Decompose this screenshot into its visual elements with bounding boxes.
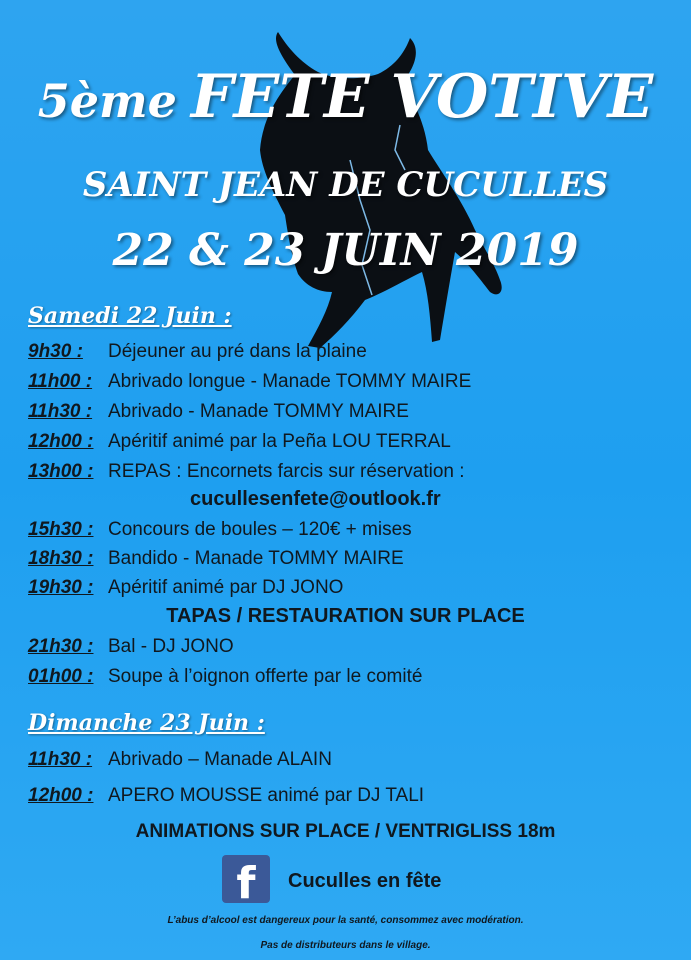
alcohol-warning: L’abus d’alcool est dangereux pour la santé, consommez avec modération. [167, 915, 524, 926]
schedule-row [28, 459, 465, 485]
schedule-text: Abrivado - Manade TOMMY MAIRE [108, 401, 409, 422]
schedule-text: Abrivado – Manade ALAIN [108, 749, 332, 770]
schedule-time: 11h30 : [28, 749, 93, 770]
schedule-time: 19h30 : [28, 577, 94, 598]
sunday-heading: Dimanche 23 Juin : [28, 710, 265, 736]
schedule-time: 9h30 : [28, 341, 83, 362]
tapas-banner: TAPAS / RESTAURATION SUR PLACE [166, 605, 525, 627]
animations-banner: ANIMATIONS SUR PLACE / VENTRIGLISS 18m [135, 821, 556, 842]
schedule-time: 11h00 : [28, 371, 93, 392]
schedule-text: Apéritif animé par DJ JONO [108, 577, 344, 598]
reservation-email[interactable]: cuculles​enfete@outlook.fr [190, 488, 441, 510]
schedule-row [28, 747, 332, 773]
title-main: FETE VOTIVE [190, 62, 654, 132]
schedule-row [28, 664, 422, 690]
schedule-row [28, 575, 343, 601]
schedule-text: APERO MOUSSE animé par DJ TALI [108, 785, 425, 806]
schedule-row [28, 429, 451, 455]
schedule-text: Bandido - Manade TOMMY MAIRE [108, 548, 404, 569]
schedule-text: Concours de boules – 120€ + mises [108, 519, 412, 540]
saturday-heading: Samedi 22 Juin : [28, 303, 232, 329]
schedule-text: Abrivado longue - Manade TOMMY MAIRE [108, 371, 472, 392]
schedule-time: 18h30 : [28, 548, 94, 569]
schedule-time: 12h00 : [28, 785, 94, 806]
schedule-row [28, 634, 234, 660]
schedule-time: 21h30 : [28, 636, 94, 657]
schedule-text: Bal - DJ JONO [108, 636, 234, 657]
schedule-text: Apéritif animé par la Peña LOU TERRAL [108, 431, 451, 452]
schedule-time: 13h00 : [28, 461, 94, 482]
schedule-time: 11h30 : [28, 401, 93, 422]
atm-note: Pas de distributeurs dans le village. [260, 940, 431, 951]
facebook-icon[interactable]: f [222, 855, 270, 903]
schedule-row [28, 399, 409, 425]
schedule-text: REPAS : Encornets farcis sur réservation : [108, 461, 465, 482]
schedule-time: 01h00 : [28, 666, 94, 687]
event-place: SAINT JEAN DE CUCULLES [82, 165, 609, 205]
title-ordinal: 5ème [37, 74, 177, 128]
schedule-row [28, 369, 471, 395]
schedule-row [28, 783, 424, 809]
event-title [0, 62, 691, 142]
event-dates: 22 & 23 JUIN 2019 [112, 225, 579, 276]
schedule-row [28, 517, 412, 543]
schedule-row [28, 546, 404, 572]
schedule-time: 12h00 : [28, 431, 94, 452]
schedule-text: Déjeuner au pré dans la plaine [108, 341, 367, 362]
schedule-time: 15h30 : [28, 519, 94, 540]
facebook-page-label[interactable]: Cuculles en fête [288, 870, 442, 892]
schedule-row [28, 339, 367, 365]
schedule-text: Soupe à l’oignon offerte par le comité [108, 666, 423, 687]
